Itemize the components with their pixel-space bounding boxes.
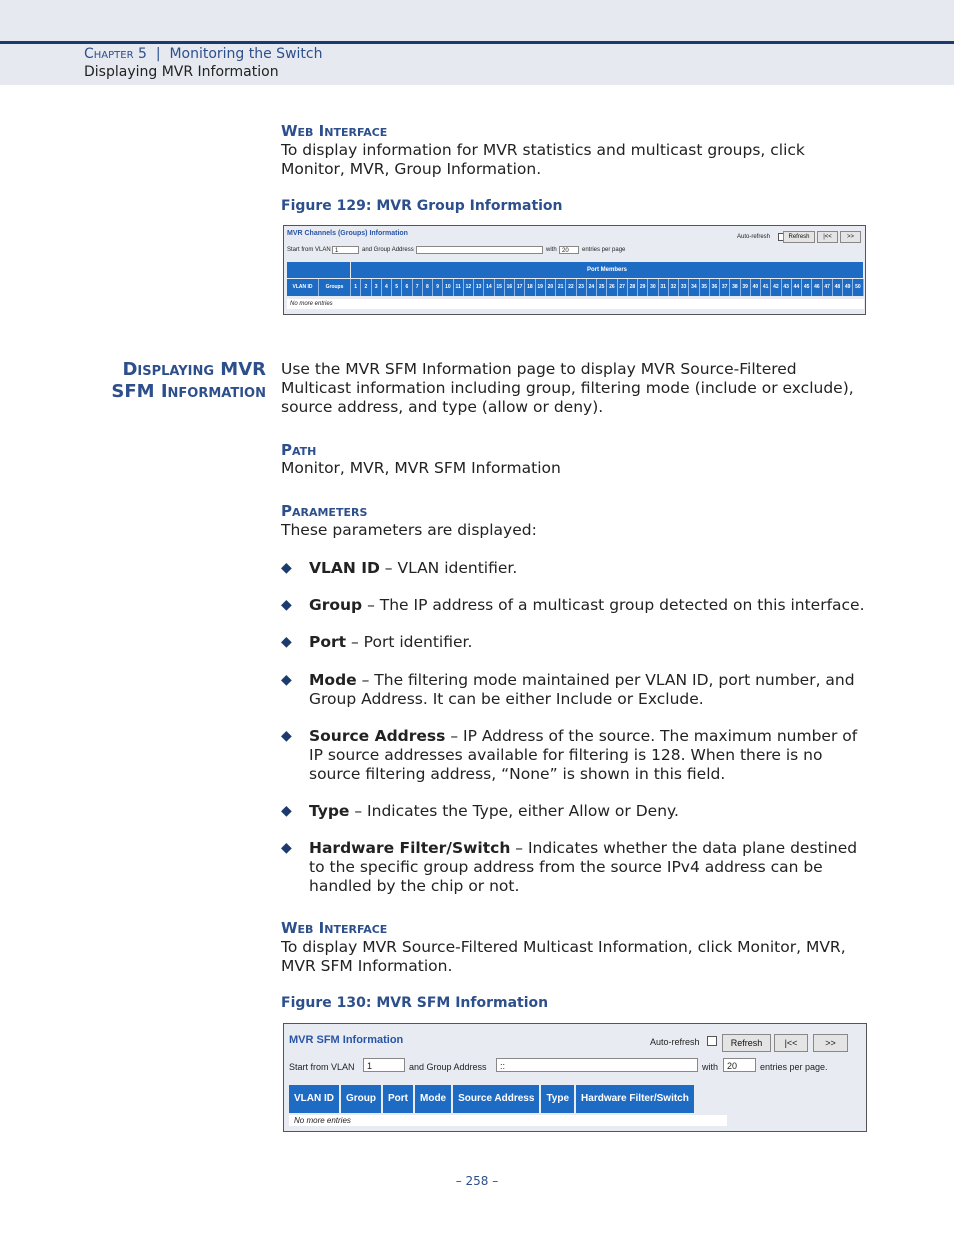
parameters-intro: These parameters are displayed:	[281, 521, 537, 539]
port-number-header: 1	[351, 279, 361, 296]
section-intro: Use the MVR SFM Information page to display MVR Source-Filtered Multicast information including group, filtering mode (include or exclude), source address, and type (allow or deny).	[281, 360, 854, 416]
group-address-label: and Group Address	[362, 247, 414, 253]
auto-refresh-checkbox[interactable]	[707, 1036, 717, 1046]
port-number-header: 38	[730, 279, 740, 296]
col-type: Type	[541, 1085, 574, 1113]
port-number-header: 42	[771, 279, 781, 296]
port-number-header: 23	[577, 279, 587, 296]
port-number-header: 8	[423, 279, 433, 296]
port-number-header: 10	[443, 279, 453, 296]
port-number-header: 46	[812, 279, 822, 296]
port-number-header: 5	[392, 279, 402, 296]
param-desc: – IP Address of the source. The maximum number of IP source addresses available for filtering is 128. When there is no source filtering address, “None” is shown in this field.	[309, 727, 858, 783]
port-number-header: 17	[515, 279, 525, 296]
port-number-header: 3	[372, 279, 382, 296]
first-page-button[interactable]: |<<	[817, 231, 838, 243]
col-vlan-id: VLAN ID	[287, 279, 319, 296]
running-header-chapter	[84, 46, 322, 62]
figure-129-screenshot	[283, 225, 866, 315]
mvr-sfm-title: MVR SFM Information	[289, 1034, 404, 1046]
web-interface-text-2: To display MVR Source-Filtered Multicast Information, click Monitor, MVR, MVR SFM Information.	[281, 938, 846, 975]
diamond-bullet-icon: ◆	[281, 634, 292, 650]
port-number-header: 15	[495, 279, 505, 296]
entries-input[interactable]: 20	[723, 1058, 756, 1072]
port-number-header: 9	[433, 279, 443, 296]
port-number-header: 34	[689, 279, 699, 296]
diamond-bullet-icon: ◆	[281, 560, 292, 576]
port-number-header: 20	[546, 279, 556, 296]
param-term: Source Address	[309, 727, 446, 745]
chapter-title: Monitoring the Switch	[169, 46, 323, 62]
col-hardware-filter-switch: Hardware Filter/Switch	[576, 1085, 694, 1113]
no-entries-text: No more entries	[289, 1115, 727, 1126]
parameters-heading: Parameters	[281, 502, 368, 520]
port-number-header: 28	[628, 279, 638, 296]
start-vlan-input[interactable]: 1	[332, 246, 359, 254]
start-from-vlan-label: Start from VLAN	[289, 1062, 355, 1072]
port-number-header: 30	[648, 279, 658, 296]
port-number-header: 36	[710, 279, 720, 296]
param-desc: – Indicates the Type, either Allow or Deny.	[349, 802, 679, 820]
col-group: Group	[341, 1085, 381, 1113]
port-number-header: 29	[638, 279, 648, 296]
auto-refresh-label: Auto-refresh	[737, 234, 771, 240]
param-term: Type	[309, 802, 350, 820]
web-interface-text-1: To display information for MVR statistics and multicast groups, click Monitor, MVR, Group Information.	[281, 141, 805, 178]
port-number-header: 16	[505, 279, 515, 296]
param-term: Mode	[309, 671, 357, 689]
web-interface-heading-1: Web Interface	[281, 122, 388, 140]
section-heading	[100, 359, 266, 403]
port-number-header: 49	[843, 279, 853, 296]
port-members-header: Port Members	[351, 262, 863, 278]
col-groups: Groups	[319, 279, 351, 296]
with-label: with	[702, 1062, 719, 1072]
page-number: – 258 –	[455, 1174, 499, 1188]
port-number-header: 47	[823, 279, 833, 296]
figure-129-caption: Figure 129: MVR Group Information	[281, 198, 563, 214]
port-number-header: 26	[607, 279, 617, 296]
section-heading-line2: SFM Information	[111, 381, 266, 402]
port-number-header: 37	[720, 279, 730, 296]
start-from-vlan-label: Start from VLAN	[287, 247, 331, 253]
header-separator: |	[155, 46, 161, 62]
param-desc: – Indicates whether the data plane destined to the specific group address from the source IPv4 address can be handled by the chip or not.	[309, 839, 858, 895]
port-number-header: 45	[802, 279, 812, 296]
port-number-header: 44	[792, 279, 802, 296]
refresh-button[interactable]: Refresh	[783, 231, 815, 243]
web-interface-heading-2: Web Interface	[281, 919, 388, 937]
col-source-address: Source Address	[453, 1085, 539, 1113]
port-number-header: 19	[536, 279, 546, 296]
port-number-header: 7	[413, 279, 423, 296]
port-number-header: 22	[566, 279, 576, 296]
param-term: Hardware Filter/Switch	[309, 839, 511, 857]
group-address-input[interactable]	[416, 246, 543, 254]
with-label: with	[546, 247, 557, 253]
port-number-header: 41	[761, 279, 771, 296]
diamond-bullet-icon: ◆	[281, 840, 292, 856]
path-heading: Path	[281, 441, 317, 459]
col-mode: Mode	[415, 1085, 451, 1113]
port-number-header: 4	[382, 279, 392, 296]
param-term: VLAN ID	[309, 559, 380, 577]
port-number-header: 39	[741, 279, 751, 296]
port-number-header: 24	[587, 279, 597, 296]
port-number-header: 12	[464, 279, 474, 296]
port-number-header: 13	[474, 279, 484, 296]
entries-per-page-label: entries per page	[582, 247, 626, 253]
no-entries-text: No more entries	[287, 299, 864, 309]
port-number-header: 43	[782, 279, 792, 296]
chapter-label: Chapter 5	[84, 46, 147, 62]
table-column-headers	[287, 279, 864, 296]
param-term: Group	[309, 596, 363, 614]
running-header-section: Displaying MVR Information	[84, 64, 279, 80]
start-vlan-input[interactable]: 1	[363, 1058, 405, 1072]
port-number-header: 6	[402, 279, 412, 296]
port-number-header: 33	[679, 279, 689, 296]
refresh-button[interactable]: Refresh	[722, 1034, 771, 1052]
port-number-header: 2	[361, 279, 371, 296]
auto-refresh-label: Auto-refresh	[650, 1037, 700, 1047]
port-number-header: 14	[484, 279, 494, 296]
port-number-header: 25	[597, 279, 607, 296]
diamond-bullet-icon: ◆	[281, 597, 292, 613]
port-number-header: 48	[833, 279, 843, 296]
sfm-table-header	[289, 1085, 696, 1113]
group-address-label: and Group Address	[409, 1062, 487, 1072]
entries-per-page-label: entries per page.	[760, 1062, 828, 1072]
port-number-header: 18	[525, 279, 535, 296]
diamond-bullet-icon: ◆	[281, 672, 292, 688]
section-heading-line1: Displaying MVR	[122, 359, 266, 380]
port-number-header: 40	[751, 279, 761, 296]
figure-130-caption: Figure 130: MVR SFM Information	[281, 995, 549, 1011]
path-text: Monitor, MVR, MVR SFM Information	[281, 459, 561, 477]
port-number-header: 35	[700, 279, 710, 296]
next-page-button[interactable]: >>	[813, 1034, 848, 1052]
first-page-button[interactable]: |<<	[774, 1034, 808, 1052]
param-term: Port	[309, 633, 347, 651]
next-page-button[interactable]: >>	[840, 231, 861, 243]
group-address-input[interactable]: ::	[496, 1058, 698, 1072]
param-desc: – Port identifier.	[346, 633, 473, 651]
port-number-header: 21	[556, 279, 566, 296]
table-header-blank	[287, 262, 350, 278]
diamond-bullet-icon: ◆	[281, 803, 292, 819]
col-port: Port	[383, 1085, 413, 1113]
header-rule	[0, 41, 954, 44]
col-vlan-id: VLAN ID	[289, 1085, 339, 1113]
port-number-header: 27	[618, 279, 628, 296]
port-number-header: 32	[669, 279, 679, 296]
mvr-groups-title: MVR Channels (Groups) Information	[287, 230, 408, 237]
diamond-bullet-icon: ◆	[281, 728, 292, 744]
figure-130-screenshot	[283, 1023, 867, 1132]
param-desc: – The filtering mode maintained per VLAN ID, port number, and Group Address. It can be either Include or Exclude.	[309, 671, 855, 708]
param-desc: – VLAN identifier.	[379, 559, 518, 577]
port-number-header: 11	[454, 279, 464, 296]
entries-input[interactable]: 20	[559, 246, 579, 254]
port-number-header: 50	[853, 279, 863, 296]
group-info-table	[287, 262, 864, 298]
param-desc: – The IP address of a multicast group detected on this interface.	[362, 596, 865, 614]
port-number-header: 31	[659, 279, 669, 296]
